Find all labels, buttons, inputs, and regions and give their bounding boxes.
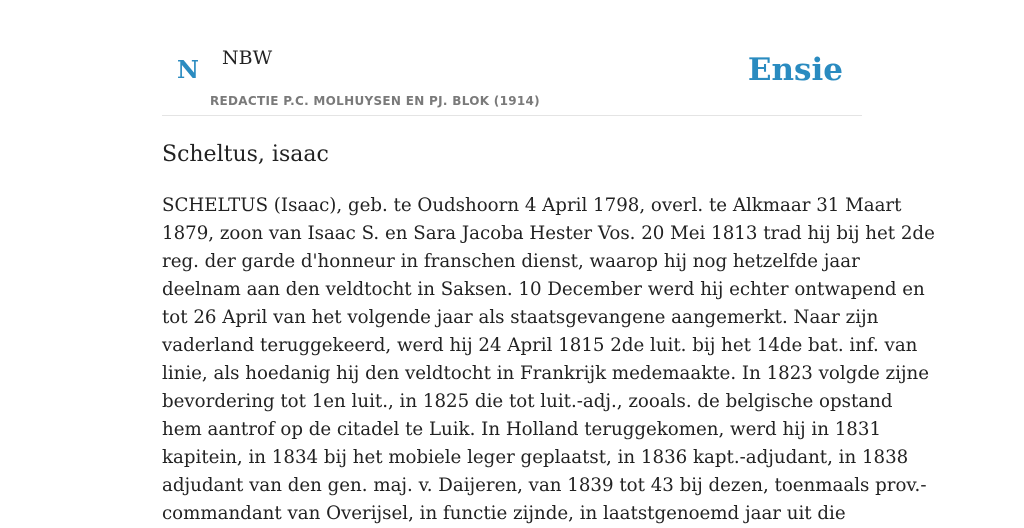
entry-text-line: bevordering tot 1en luit., in 1825 die tot luit.-adj., zooals. de belgische opstand [162,391,893,412]
entry-text-line: reg. der garde d'honneur in franschen dienst, waarop hij nog hetzelfde jaar [162,251,860,272]
entry-text-line: adjudant van den gen. maj. v. Daijeren, van 1839 tot 43 bij dezen, toenmaals prov.- [162,475,927,496]
entry-text-line: linie, als hoedanig hij den veldtocht in Frankrijk medemaakte. In 1823 volgde zijne [162,363,930,384]
page [162,0,935,524]
book-title[interactable]: NBW [222,47,273,69]
entry-text-line: vaderland teruggekeerd, werd hij 24 April 1815 2de luit. bij het 14de bat. inf. van [162,335,918,356]
site-header [162,0,862,116]
entry-text-line: hem aantrof op de citadel te Luik. In Holland teruggekomen, werd hij in 1831 [162,419,882,440]
entry-text [162,192,935,528]
entry-text-line: SCHELTUS (Isaac), geb. te Oudshoorn 4 April 1798, overl. te Alkmaar 31 Maart [162,195,902,216]
entry-title: Scheltus, isaac [162,142,329,167]
entry-text-line: tot 26 April van het volgende jaar als staatsgevangene aangemerkt. Naar zijn [162,307,879,328]
entry-text-line: commandant van Overijsel, in functie zijnde, in laatstgenoemd jaar uit die [162,503,846,524]
entry-text-line: 1879, zoon van Isaac S. en Sara Jacoba Hester Vos. 20 Mei 1813 trad hij bij het 2de [162,223,935,244]
ensie-logo-link[interactable]: Ensie [747,52,843,88]
entry-text-line: kapitein, in 1834 bij het mobiele leger geplaatst, in 1836 kapt.-adjudant, in 1838 [162,447,909,468]
book-subtitle: REDACTIE P.C. MOLHUYSEN EN PJ. BLOK (1914) [210,94,540,108]
book-logo-icon[interactable]: N [177,55,199,84]
entry-text-line: deelnam aan den veldtocht in Saksen. 10 December werd hij echter ontwapend en [162,279,925,300]
